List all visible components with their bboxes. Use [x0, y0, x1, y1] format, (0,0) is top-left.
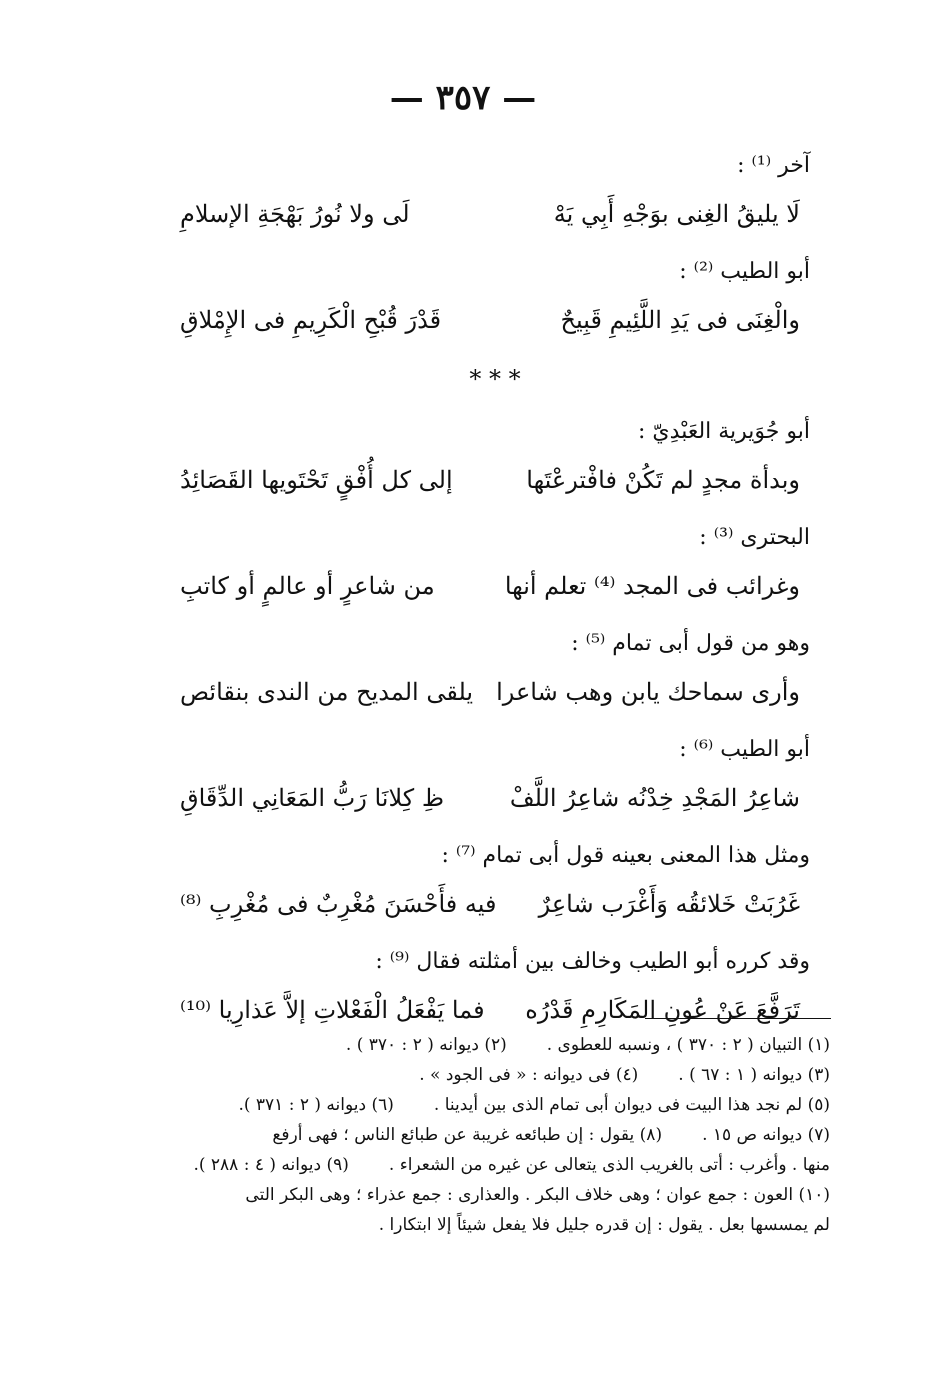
verse-line: [180, 882, 810, 936]
footnote: لم يمسسها بعل . يقول : إن قدره جليل فلا يفعل شيئاً إلا ابتكارا .: [378, 1215, 830, 1235]
verse-second-hemistich: فما يَفْعَلُ الْفَعْلاتِ إلاَّ عَذارِيا ⁽¹⁰⁾: [180, 996, 485, 1024]
poet-heading: أبو جُوَيرية العَبْدِيّ :: [638, 419, 810, 444]
footnote: (٦) ديوانه ( ٢ : ٣٧١ ).: [238, 1095, 394, 1115]
verse-line: [180, 298, 810, 352]
verse-line: [180, 670, 810, 724]
poet-heading: ومثل هذا المعنى بعينه قول أبى تمام ⁽⁷⁾ :: [441, 843, 810, 868]
verse-first-hemistich: وأرى سماحك يابن وهب شاعرا: [496, 678, 800, 706]
verse-second-hemistich: فيه فأَحْسَنَ مُغْرِبٌ فى مُغْرِبِ ⁽⁸⁾: [180, 890, 497, 918]
footnote-line: [150, 1060, 830, 1090]
verse-second-hemistich: ظِ كِلانَا رَبُّ المَعَانِي الدِّقَاقِ: [180, 784, 445, 812]
main-text: [180, 140, 810, 1042]
footnote: (٩) ديوانه ( ٤ : ٢٨٨ ).: [193, 1155, 349, 1175]
verse-second-hemistich: لَى ولا نُورُ بَهْجَةِ الإسلامِ: [180, 200, 410, 228]
footnote-line: [150, 1210, 830, 1240]
verse-first-hemistich: شاعِرُ المَجْدِ خِدْنُه شاعِرُ اللَّفْ: [509, 784, 800, 812]
footnote: (١) التبيان ( ٢ : ٣٧٠ ) ، ونسبه للعطوى .: [546, 1035, 830, 1055]
verse-first-hemistich: وغرائب فى المجد ⁽⁴⁾ تعلم أنها: [504, 572, 800, 600]
footnote: (٥) لم نجد هذا البيت فى ديوان أبى تمام الذى بين أيدينا .: [433, 1095, 830, 1115]
poet-heading: أبو الطيب ⁽²⁾ :: [679, 259, 810, 284]
verse-second-hemistich: قَدْرَ قُبْحِ الْكَرِيمِ فى الإِمْلاقِ: [180, 306, 442, 334]
footnote: منها . وأغرب : أتى بالغريب الذى يتعالى عن غيره من الشعراء .: [388, 1155, 830, 1175]
verse-line: [180, 458, 810, 512]
poet-heading: وقد كرره أبو الطيب وخالف بين أمثلته فقال ⁽⁹⁾ :: [375, 949, 810, 974]
verse-second-hemistich: إلى كل أُفْقٍ تَحْتَويها القَصَائِدُ: [180, 466, 453, 494]
footnote-line: [150, 1120, 830, 1150]
footnote: (٧) ديوانه ص ١٥ .: [702, 1125, 830, 1145]
poet-heading: البحترى ⁽³⁾ :: [699, 525, 810, 550]
footnote-line: [150, 1090, 830, 1120]
poet-heading: آخر ⁽¹⁾ :: [737, 153, 810, 178]
footnote-line: [150, 1180, 830, 1210]
footnote-line: [150, 1150, 830, 1180]
verse-second-hemistich: يلقى المديح من الندى بنقائص: [180, 678, 474, 706]
verse-line: [180, 564, 810, 618]
verse-first-hemistich: والْغِنَى فى يَدِ اللَّئِيمِ قَبِيحٌ: [560, 306, 800, 334]
footnote: (١٠) العون : جمع عوان ؛ وهى خلاف البكر . والعذارى : جمع عذراء ؛ وهى البكر التى: [245, 1185, 830, 1205]
verse-line: [180, 776, 810, 830]
footnotes: [150, 1030, 830, 1240]
verse-second-hemistich: من شاعرٍ أو عالمٍ أو كاتبِ: [180, 572, 435, 600]
footnote-line: [150, 1030, 830, 1060]
footnote: (٤) فى ديوانه : « فى الجود » .: [419, 1065, 639, 1085]
verse-line: [180, 192, 810, 246]
verse-first-hemistich: لَا يليقُ الغِنى بوَجْهِ أَبِي يَهْ: [553, 200, 800, 228]
footnote: (٢) ديوانه ( ٢ : ٣٧٠ ) .: [345, 1035, 507, 1055]
footnote: (٣) ديوانه ( ١ : ٦٧ ) .: [678, 1065, 830, 1085]
page-number: — ٣٥٧ —: [389, 78, 537, 118]
section-ornament: * * *: [469, 365, 521, 393]
verse-first-hemistich: وبدأة مجدٍ لم تَكُنْ فافْترعْتَها: [526, 466, 800, 494]
poet-heading: وهو من قول أبى تمام ⁽⁵⁾ :: [571, 631, 810, 656]
verse-first-hemistich: غَرُبَتْ خَلائقُه وَأَغْرَب شاعِرٌ: [538, 890, 800, 918]
poet-heading: أبو الطيب ⁽⁶⁾ :: [679, 737, 810, 762]
footnote: (٨) يقول : إن طبائعه غريبة عن طبائع الناس ؛ فهى أرفع: [272, 1125, 663, 1145]
verse-first-hemistich: تَرَفَّعَ عَنْ عُونِ المَكَارِمِ قَدْرُه: [525, 996, 800, 1024]
footnote-separator: [645, 1018, 831, 1019]
